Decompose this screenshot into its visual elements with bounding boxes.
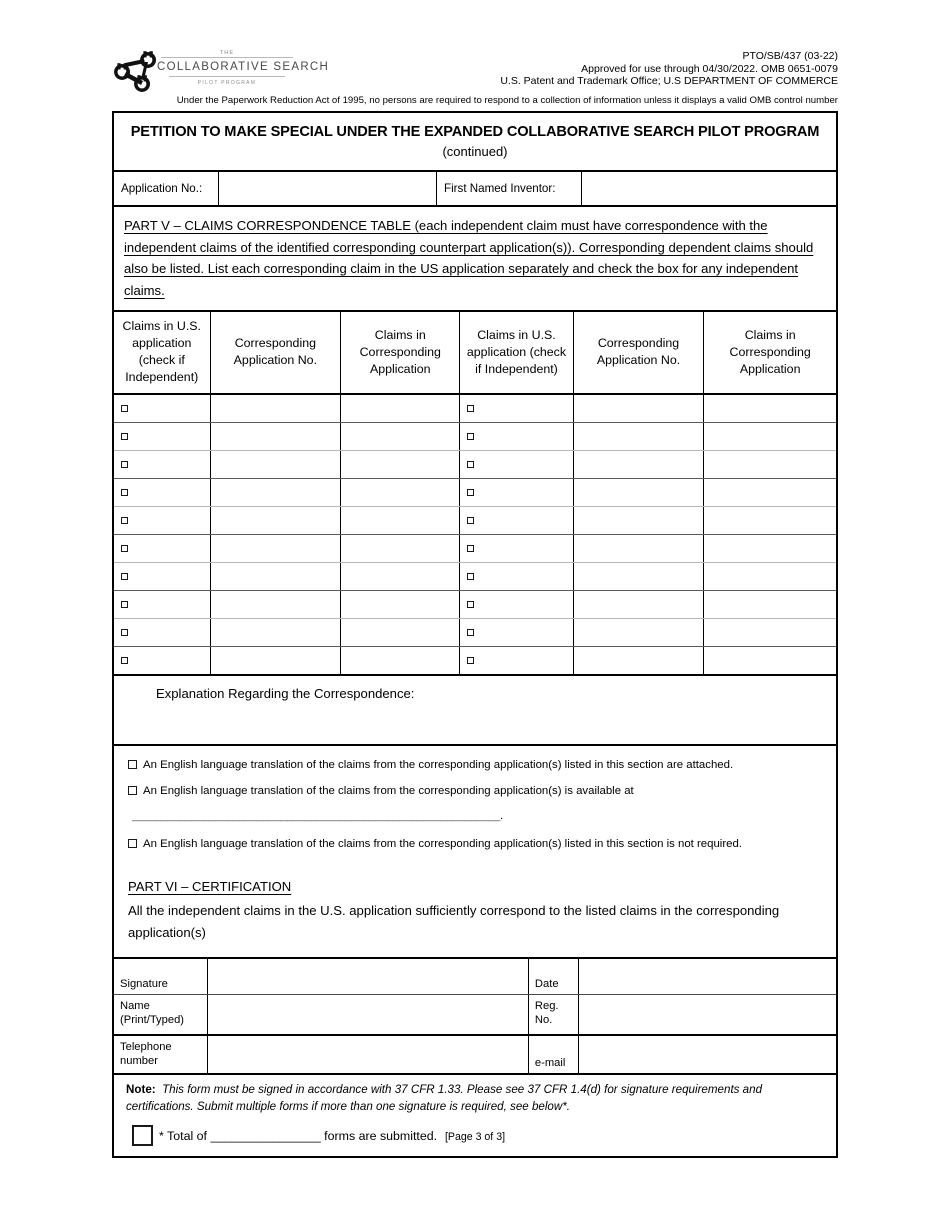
paperwork-reduction-notice: Under the Paperwork Reduction Act of 1995, no persons are required to respond to a collection of information unless it displays a valid OMB control number [176,95,838,106]
checkbox-icon[interactable] [128,786,137,795]
table-row [114,619,836,647]
corresponding-app-no-left[interactable] [210,535,341,563]
checkbox-icon[interactable] [121,517,128,524]
claims-us-checkbox-left[interactable] [114,507,210,535]
collaborative-search-logo [112,48,330,96]
claims-us-checkbox-right[interactable] [460,535,573,563]
form-body [112,111,838,1158]
reg-no-input[interactable] [579,995,836,1036]
claims-corresponding-left[interactable] [341,563,460,591]
table-row [114,451,836,479]
checkbox-icon[interactable] [467,657,474,664]
page-title: PETITION TO MAKE SPECIAL UNDER THE EXPANDED COLLABORATIVE SEARCH PILOT PROGRAM [130,124,820,140]
corresponding-app-no-left[interactable] [210,451,341,479]
claims-corresponding-right[interactable] [704,535,836,563]
claims-corresponding-left[interactable] [341,535,460,563]
telephone-label-line1: Telephone [120,1041,172,1053]
corresponding-app-no-left[interactable] [210,423,341,451]
email-input[interactable] [579,1035,836,1074]
corresponding-app-no-right[interactable] [573,423,704,451]
claims-corresponding-left[interactable] [341,423,460,451]
checkbox-icon[interactable] [467,573,474,580]
signature-label: Signature [114,958,207,995]
logo-title-text: COLLABORATIVE SEARCH [157,61,330,73]
claims-us-checkbox-left[interactable] [114,423,210,451]
explanation-label: Explanation Regarding the Correspondence: [156,686,415,701]
checkbox-icon[interactable] [467,545,474,552]
reg-no-label [528,995,579,1036]
application-no-label: Application No.: [114,172,219,205]
corresponding-app-no-right[interactable] [573,619,704,647]
claims-us-checkbox-right[interactable] [460,619,573,647]
claims-us-checkbox-left[interactable] [114,647,210,676]
claims-us-checkbox-left[interactable] [114,394,210,423]
checkbox-icon[interactable] [128,839,137,848]
logo-divider-top [161,57,293,58]
table-row [114,479,836,507]
note-section [114,1075,836,1156]
approved-line: Approved for use through 04/30/2022. OMB 0651-0079 [581,62,838,75]
claims-corresponding-right[interactable] [704,479,836,507]
translation-option-attached-label: An English language translation of the claims from the corresponding application(s) listed in this section are attached. [143,759,734,771]
translation-option-attached[interactable] [128,757,822,773]
reg-no-label-line2: No. [534,1014,553,1026]
claims-us-checkbox-left[interactable] [114,479,210,507]
claims-corresponding-right[interactable] [704,394,836,423]
checkbox-icon[interactable] [467,601,474,608]
telephone-label [114,1035,207,1074]
checkbox-icon[interactable] [128,760,137,769]
table-row [114,591,836,619]
corresponding-app-no-right[interactable] [573,507,704,535]
th-claims-us-1: Claims in U.S. application (check if Independent) [114,312,210,394]
checkbox-icon[interactable] [467,489,474,496]
claims-corresponding-left[interactable] [341,451,460,479]
part-vi-heading: PART VI – CERTIFICATION [128,879,292,894]
th-claims-corresponding-2: Claims in Corresponding Application [704,312,836,394]
total-forms-blank[interactable]: ________________ [210,1128,321,1143]
claims-us-checkbox-right[interactable] [460,563,573,591]
first-named-inventor-label: First Named Inventor: [437,172,582,205]
translation-option-available-at[interactable] [128,783,822,799]
logo-subtitle-text: PILOT PROGRAM [197,80,257,86]
corresponding-app-no-left[interactable] [210,647,341,676]
explanation-field[interactable] [114,676,836,746]
email-label: e-mail [528,1035,579,1074]
signature-table [114,957,836,1075]
checkbox-icon[interactable] [121,405,128,412]
checkbox-icon[interactable] [121,657,128,664]
claims-corresponding-right[interactable] [704,619,836,647]
checkbox-icon[interactable] [121,629,128,636]
claims-us-checkbox-left[interactable] [114,563,210,591]
claims-corresponding-right[interactable] [704,563,836,591]
claims-corresponding-left[interactable] [341,591,460,619]
corresponding-app-no-right[interactable] [573,535,704,563]
date-label: Date [528,958,579,995]
checkbox-icon[interactable] [121,545,128,552]
claims-us-checkbox-left[interactable] [114,535,210,563]
claims-corresponding-left[interactable] [341,647,460,676]
claims-corresponding-left[interactable] [341,619,460,647]
note-text [126,1082,824,1115]
corresponding-app-no-right[interactable] [573,647,704,676]
name-label-line1: Name [120,1000,150,1012]
corresponding-app-no-left[interactable] [210,563,341,591]
claims-us-checkbox-right[interactable] [460,479,573,507]
th-claims-us-2: Claims in U.S. application (check if Independent) [460,312,573,394]
claims-us-checkbox-right[interactable] [460,591,573,619]
claims-us-checkbox-right[interactable] [460,451,573,479]
telephone-label-line2: number [120,1055,158,1067]
page-title-continued: (continued) [442,144,508,159]
translation-option-not-required[interactable] [128,836,822,852]
table-row [114,394,836,423]
claims-corresponding-left[interactable] [341,394,460,423]
part-vi-body: All the independent claims in the U.S. application sufficiently correspond to the listed claims in the corresponding application(s) [128,903,780,940]
claims-correspondence-table [114,312,836,676]
translation-option-available-at-label: An English language translation of the claims from the corresponding application(s) is available at [143,785,634,797]
note-bold-label: Note: [126,1083,156,1096]
checkbox-icon[interactable] [121,461,128,468]
corresponding-app-no-right[interactable] [573,563,704,591]
first-named-inventor-input[interactable] [582,172,836,205]
corresponding-app-no-left[interactable] [210,591,341,619]
date-input[interactable] [579,958,836,995]
part-v-section [114,207,836,312]
logo-divider-bottom [169,76,285,77]
checkbox-icon[interactable] [121,601,128,608]
corresponding-app-no-right[interactable] [573,394,704,423]
corresponding-app-no-left[interactable] [210,394,341,423]
claims-corresponding-right[interactable] [704,591,836,619]
form-meta-block [500,50,838,88]
reg-no-label-line1: Reg. [534,1000,559,1012]
translation-options-section [114,746,836,872]
checkbox-icon[interactable] [121,573,128,580]
table-row [114,535,836,563]
application-no-input[interactable] [219,172,437,205]
translation-url-underscore: ______________________________________________________________ [132,810,500,822]
claims-table-body [114,394,836,675]
network-nodes-logo-icon [112,50,160,92]
claims-corresponding-left[interactable] [341,507,460,535]
name-label [114,995,207,1036]
claims-corresponding-right[interactable] [704,423,836,451]
checkbox-icon[interactable] [467,433,474,440]
part-vi-section [114,872,836,945]
corresponding-app-no-right[interactable] [573,479,704,507]
checkbox-icon[interactable] [121,433,128,440]
logo-the-text: THE [219,50,235,56]
th-corresponding-app-no-1: Corresponding Application No. [210,312,341,394]
th-corresponding-app-no-2: Corresponding Application No. [573,312,704,394]
signature-input[interactable] [207,958,528,995]
claims-table-header-row [114,312,836,394]
corresponding-app-no-right[interactable] [573,451,704,479]
claims-us-checkbox-right[interactable] [460,394,573,423]
translation-option-not-required-label: An English language translation of the claims from the corresponding application(s) listed in this section is not required. [143,838,742,850]
part-v-instructions: PART V – CLAIMS CORRESPONDENCE TABLE (each independent claim must have correspondence with the independent claims of the identified corresponding counterpart application(s)). Corresponding dependent claims should also be listed. List each corresponding claim in the US application separately and check the box for any independent claims. [124,218,814,298]
checkbox-icon[interactable] [467,629,474,636]
note-body: This form must be signed in accordance with 37 CFR 1.33. Please see 37 CFR 1.4(d) for signature requirements and certifications. Submit multiple forms if more than one signature is required, see below*. [126,1083,763,1113]
claims-corresponding-left[interactable] [341,479,460,507]
page-footer: [Page 3 of 3] [444,1131,506,1143]
checkbox-icon[interactable] [121,489,128,496]
corresponding-app-no-left[interactable] [210,479,341,507]
claims-us-checkbox-right[interactable] [460,423,573,451]
checkbox-icon[interactable] [467,405,474,412]
translation-url-blank[interactable] [132,809,822,823]
table-row [114,563,836,591]
claims-corresponding-right[interactable] [704,507,836,535]
claims-corresponding-right[interactable] [704,451,836,479]
table-row [114,647,836,676]
th-claims-corresponding-1: Claims in Corresponding Application [341,312,460,394]
name-label-line2: (Print/Typed) [120,1014,185,1026]
table-row [114,507,836,535]
office-line: U.S. Patent and Trademark Office; U.S DEPARTMENT OF COMMERCE [500,75,838,88]
checkbox-icon[interactable] [467,517,474,524]
corresponding-app-no-left[interactable] [210,507,341,535]
translation-url-period: . [499,810,503,822]
signature-row [114,958,836,995]
form-number: PTO/SB/437 (03-22) [742,50,838,62]
claims-us-checkbox-left[interactable] [114,451,210,479]
corresponding-app-no-left[interactable] [210,619,341,647]
name-input[interactable] [207,995,528,1036]
total-forms-suffix: forms are submitted. [324,1128,438,1143]
claims-us-checkbox-left[interactable] [114,619,210,647]
claims-corresponding-right[interactable] [704,647,836,676]
telephone-row [114,1035,836,1074]
form-title-section [114,113,836,172]
total-forms-prefix: * Total of [159,1128,207,1143]
corresponding-app-no-right[interactable] [573,591,704,619]
telephone-input[interactable] [207,1035,528,1074]
claims-us-checkbox-left[interactable] [114,591,210,619]
name-row [114,995,836,1036]
table-row [114,423,836,451]
claims-us-checkbox-right[interactable] [460,647,573,676]
claims-us-checkbox-right[interactable] [460,507,573,535]
application-identification-row [114,172,836,207]
checkbox-icon[interactable] [467,461,474,468]
